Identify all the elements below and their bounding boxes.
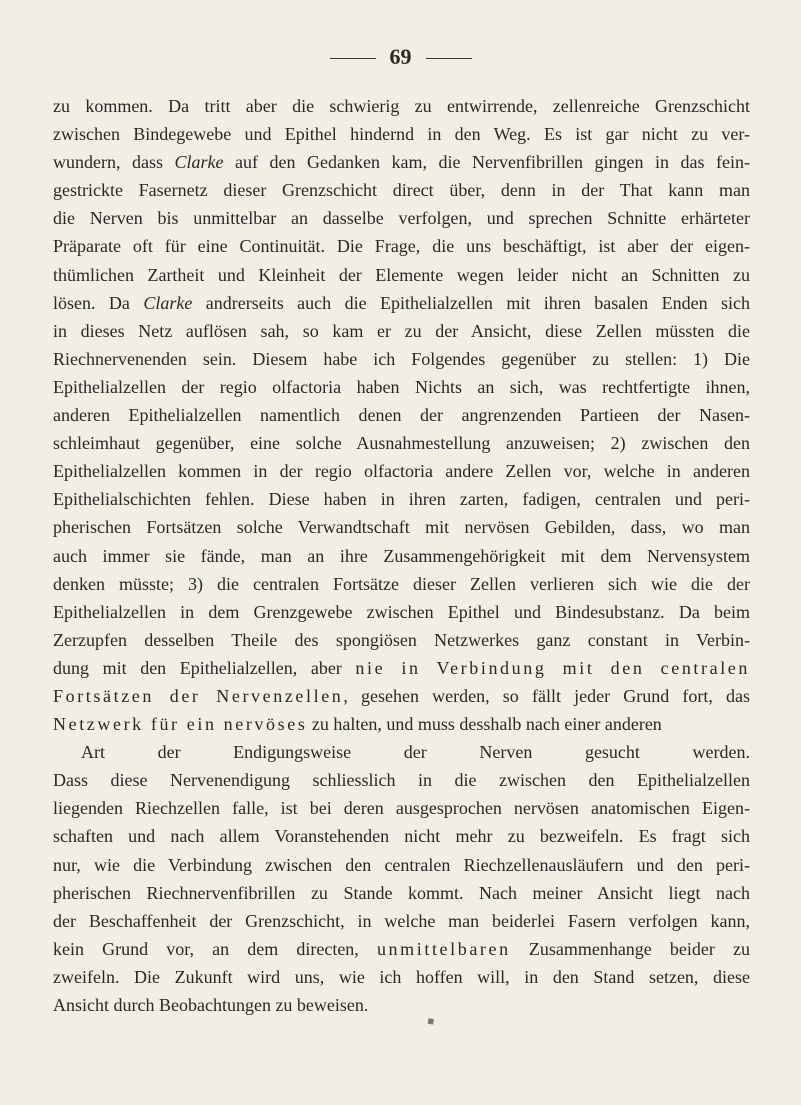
text-line: Präparate oft für eine Continuität. Die Frage, die uns beschäftigt, ist aber der eigen- (53, 236, 750, 257)
text-segment: dung mit den Epithelialzellen, aber (53, 657, 356, 678)
text-line (53, 148, 750, 176)
text-line: in dieses Netz auflösen sah, so kam er zu der Ansicht, diese Zellen müssten die (53, 320, 750, 341)
text-segment: , gesehen werden, so fällt jeder Grund fort, das (343, 685, 750, 706)
header-rule-right (426, 58, 472, 59)
text-line: nur, wie die Verbindung zwischen den centralen Riechzellenausläufern und den peri- (53, 854, 750, 875)
emphasis: Clarke (143, 292, 193, 313)
text-segment: Zusammenhange beider zu (510, 938, 751, 959)
text-line: denken müsste; 3) die centralen Fortsätze dieser Zellen verlieren sich wie die der (53, 573, 750, 594)
text-line (53, 682, 750, 710)
text-line: anderen Epithelialzellen namentlich denen der angrenzenden Partieen der Nasen- (53, 405, 750, 426)
text-line: Epithelialschichten fehlen. Diese haben in ihren zarten, fadigen, centralen und peri- (53, 489, 750, 510)
text-line: pherischen Fortsätzen solche Verwandtschaft mit nervösen Gebilden, dass, wo man (53, 517, 750, 538)
text-segment: kein Grund vor, an dem directen, (53, 938, 377, 959)
text-line: zweifeln. Die Zukunft wird uns, wie ich hoffen will, in den Stand setzen, diese (53, 966, 750, 987)
text-line: schaften und nach allem Voranstehenden nicht mehr zu bezweifeln. Es fragt sich (53, 826, 750, 847)
text-line (53, 654, 750, 682)
body-text (53, 92, 750, 1019)
text-line (53, 289, 750, 317)
text-line: die Nerven bis unmittelbar an dasselbe verfolgen, und sprechen Schnitte erhärteter (53, 208, 750, 229)
text-line: Art der Endigungsweise der Nerven gesucht werden. (81, 742, 750, 763)
page-header (0, 44, 801, 70)
page-number: 69 (389, 44, 412, 69)
text-line: auch immer sie fände, man an ihre Zusammengehörigkeit mit dem Nervensystem (53, 545, 750, 566)
spaced-emphasis: unmittelbaren (376, 938, 511, 959)
text-line: Epithelialzellen in dem Grenzgewebe zwischen Epithel und Bindesubstanz. Da beim (53, 601, 750, 622)
text-segment: auf den Gedanken kam, die Nervenfibrillen gingen in das fein- (223, 152, 750, 173)
emphasis: Clarke (174, 152, 224, 173)
text-line: Ansicht durch Beobachtungen zu beweisen. (53, 995, 369, 1015)
text-line: schleimhaut gegenüber, eine solche Ausnahmestellung anzuweisen; 2) zwischen den (53, 433, 750, 454)
text-line: zwischen Bindegewebe und Epithel hindernd in den Weg. Es ist gar nicht zu ver- (53, 124, 750, 145)
spaced-emphasis: nie in Verbindung mit den centralen (355, 657, 750, 678)
text-line (53, 935, 750, 963)
header-rule-left (330, 58, 376, 59)
text-line (53, 710, 750, 738)
text-segment: wundern, dass (53, 152, 175, 173)
text-line: Zerzupfen desselben Theile des spongiösen Netzwerkes ganz constant in Verbin- (53, 629, 750, 650)
text-line: liegenden Riechzellen falle, ist bei deren ausgesprochen nervösen anatomischen Eigen- (53, 798, 750, 819)
text-line: Dass diese Nervenendigung schliesslich in die zwischen den Epithelialzellen (53, 770, 750, 791)
text-line: Riechnervenenden sein. Diesem habe ich Folgendes gegenüber zu stellen: 1) Die (53, 348, 750, 369)
spaced-emphasis: Fortsätzen der Nervenzellen (53, 685, 344, 706)
text-line: thümlichen Zartheit und Kleinheit der Elemente wegen leider nicht an Schnitten zu (53, 264, 750, 285)
text-segment: lösen. Da (53, 292, 144, 313)
text-line: der Beschaffenheit der Grenzschicht, in welche man beiderlei Fasern verfolgen kann, (53, 910, 750, 931)
ink-speck: ◆ (424, 1014, 438, 1029)
text-line: Epithelialzellen kommen in der regio olfactoria andere Zellen vor, welche in anderen (53, 461, 750, 482)
text-line: pherischen Riechnervenfibrillen zu Stande kommt. Nach meiner Ansicht liegt nach (53, 882, 750, 903)
text-line: gestrickte Fasernetz dieser Grenzschicht direct über, denn in der That kann man (53, 180, 750, 201)
text-line: zu kommen. Da tritt aber die schwierig zu entwirrende, zellenreiche Grenzschicht (53, 96, 750, 116)
text-segment: zu halten, und muss desshalb nach einer anderen (307, 714, 662, 735)
text-segment: andrerseits auch die Epithelialzellen mit ihren basalen Enden sich (192, 292, 751, 313)
spaced-emphasis: Netzwerk für ein nervöses (53, 714, 308, 735)
text-line: Epithelialzellen der regio olfactoria haben Nichts an sich, was rechtfertigte ihnen, (53, 376, 750, 397)
